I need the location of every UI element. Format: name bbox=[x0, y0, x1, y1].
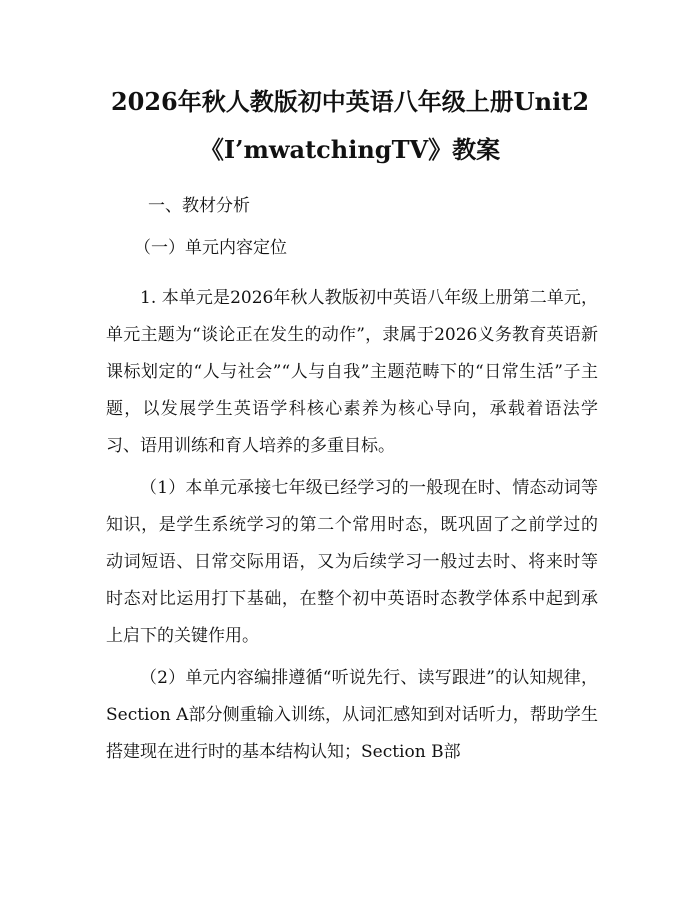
paragraph-3: （2）单元内容编排遵循“听说先行、读写跟进”的认知规律，Section A部分侧重输入训练，从词汇感知到对话听力，帮助学生搭建现在进行时的基本结构认知；Section B部 bbox=[106, 668, 598, 762]
section-heading-textbook-analysis: 一、教材分析 bbox=[148, 196, 250, 216]
document-title-line-1: 2026年秋人教版初中英语八年级上册Unit2 bbox=[110, 87, 590, 116]
paragraph-2: （1）本单元承接七年级已经学习的一般现在时、情态动词等知识，是学生系统学习的第二个常用时态，既巩固了之前学过的动词短语、日常交际用语，又为后续学习一般过去时、将来时等时态对比运用打下基础，在整个初中英语时态教学体系中起到承上启下的关键作用。 bbox=[106, 478, 598, 646]
subsection-heading-unit-positioning: （一）单元内容定位 bbox=[134, 238, 287, 258]
paragraph-1: 1. 本单元是2026年秋人教版初中英语八年级上册第二单元，单元主题为“谈论正在发生的动作”，隶属于2026义务教育英语新课标划定的“人与社会”“人与自我”主题范畴下的“日常生活”子主题，以发展学生英语学科核心素养为核心导向，承载着语法学习、语用训练和育人培养的多重目标。 bbox=[106, 288, 598, 456]
document-title-line-2: 《I’mwatchingTV》教案 bbox=[199, 135, 501, 164]
